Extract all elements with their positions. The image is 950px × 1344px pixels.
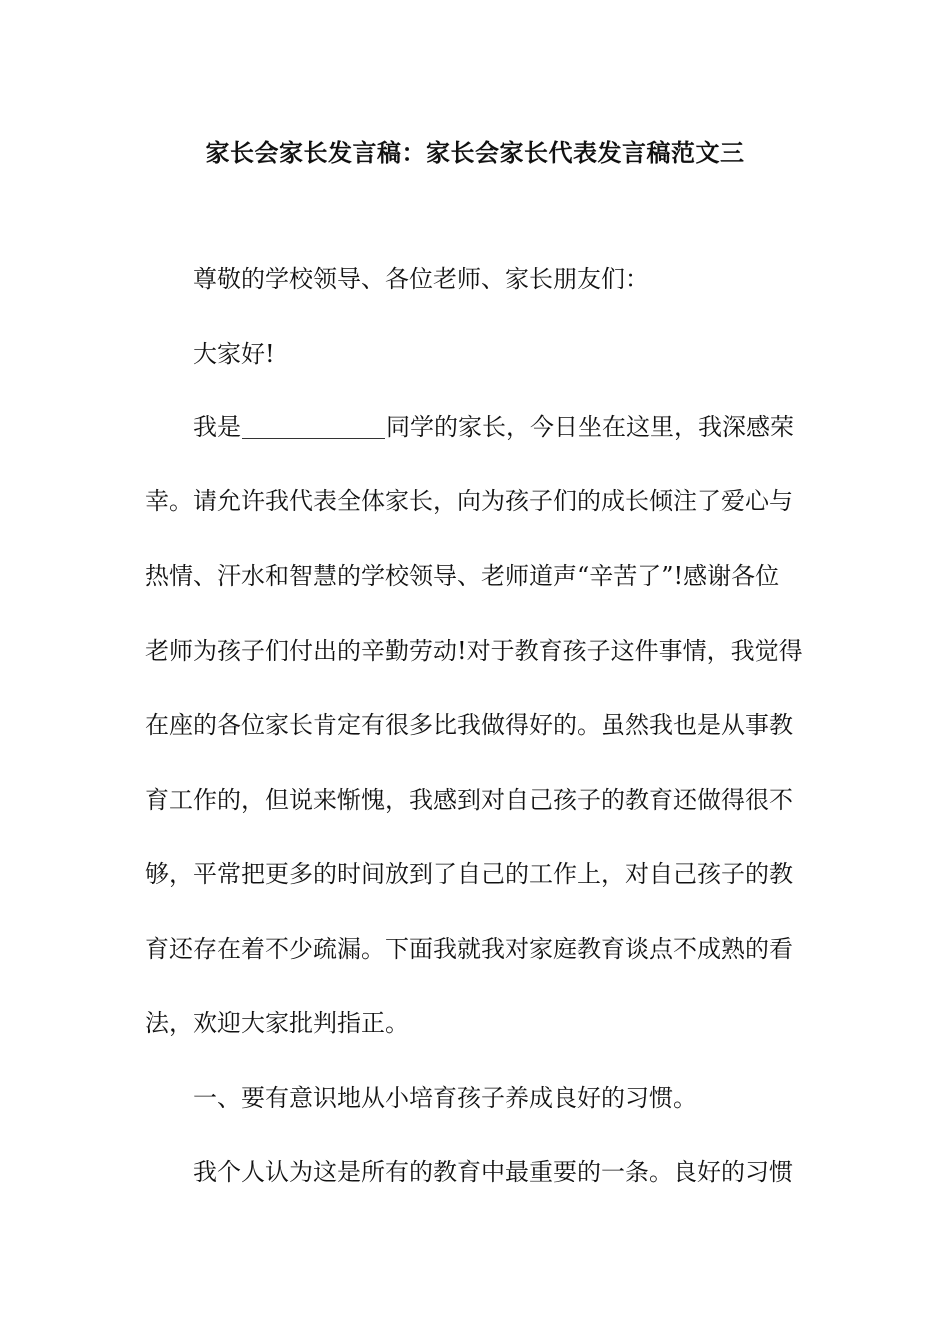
paragraph-line: 在座的各位家长肯定有很多比我做得好的。虽然我也是从事教 (145, 711, 793, 739)
paragraph-text: 我是 (193, 413, 241, 441)
paragraph-line: 育还存在着不少疏漏。下面我就我对家庭教育谈点不成熟的看 (145, 935, 793, 963)
paragraph-line: 够，平常把更多的时间放到了自己的工作上，对自己孩子的教 (145, 860, 793, 888)
paragraph-line: 老师为孩子们付出的辛勤劳动!对于教育孩子这件事情，我觉得 (145, 637, 803, 665)
greeting: 大家好! (193, 340, 275, 368)
paragraph-line (193, 410, 794, 444)
paragraph-line: 热情、汗水和智慧的学校领导、老师道声“辛苦了”!感谢各位 (145, 562, 780, 590)
salutation: 尊敬的学校领导、各位老师、家长朋友们： (193, 265, 649, 293)
paragraph-text: 同学的家长，今日坐在这里，我深感荣 (386, 413, 794, 441)
name-blank-underline (242, 414, 385, 439)
paragraph-line: 我个人认为这是所有的教育中最重要的一条。良好的习惯 (193, 1158, 793, 1186)
paragraph-line: 育工作的，但说来惭愧，我感到对自己孩子的教育还做得很不 (145, 786, 793, 814)
paragraph-line: 法，欢迎大家批判指正。 (145, 1009, 409, 1037)
document-title: 家长会家长发言稿：家长会家长代表发言稿范文三 (205, 138, 745, 167)
section-heading: 一、要有意识地从小培育孩子养成良好的习惯。 (193, 1084, 697, 1112)
paragraph-line: 幸。请允许我代表全体家长，向为孩子们的成长倾注了爱心与 (145, 487, 793, 515)
